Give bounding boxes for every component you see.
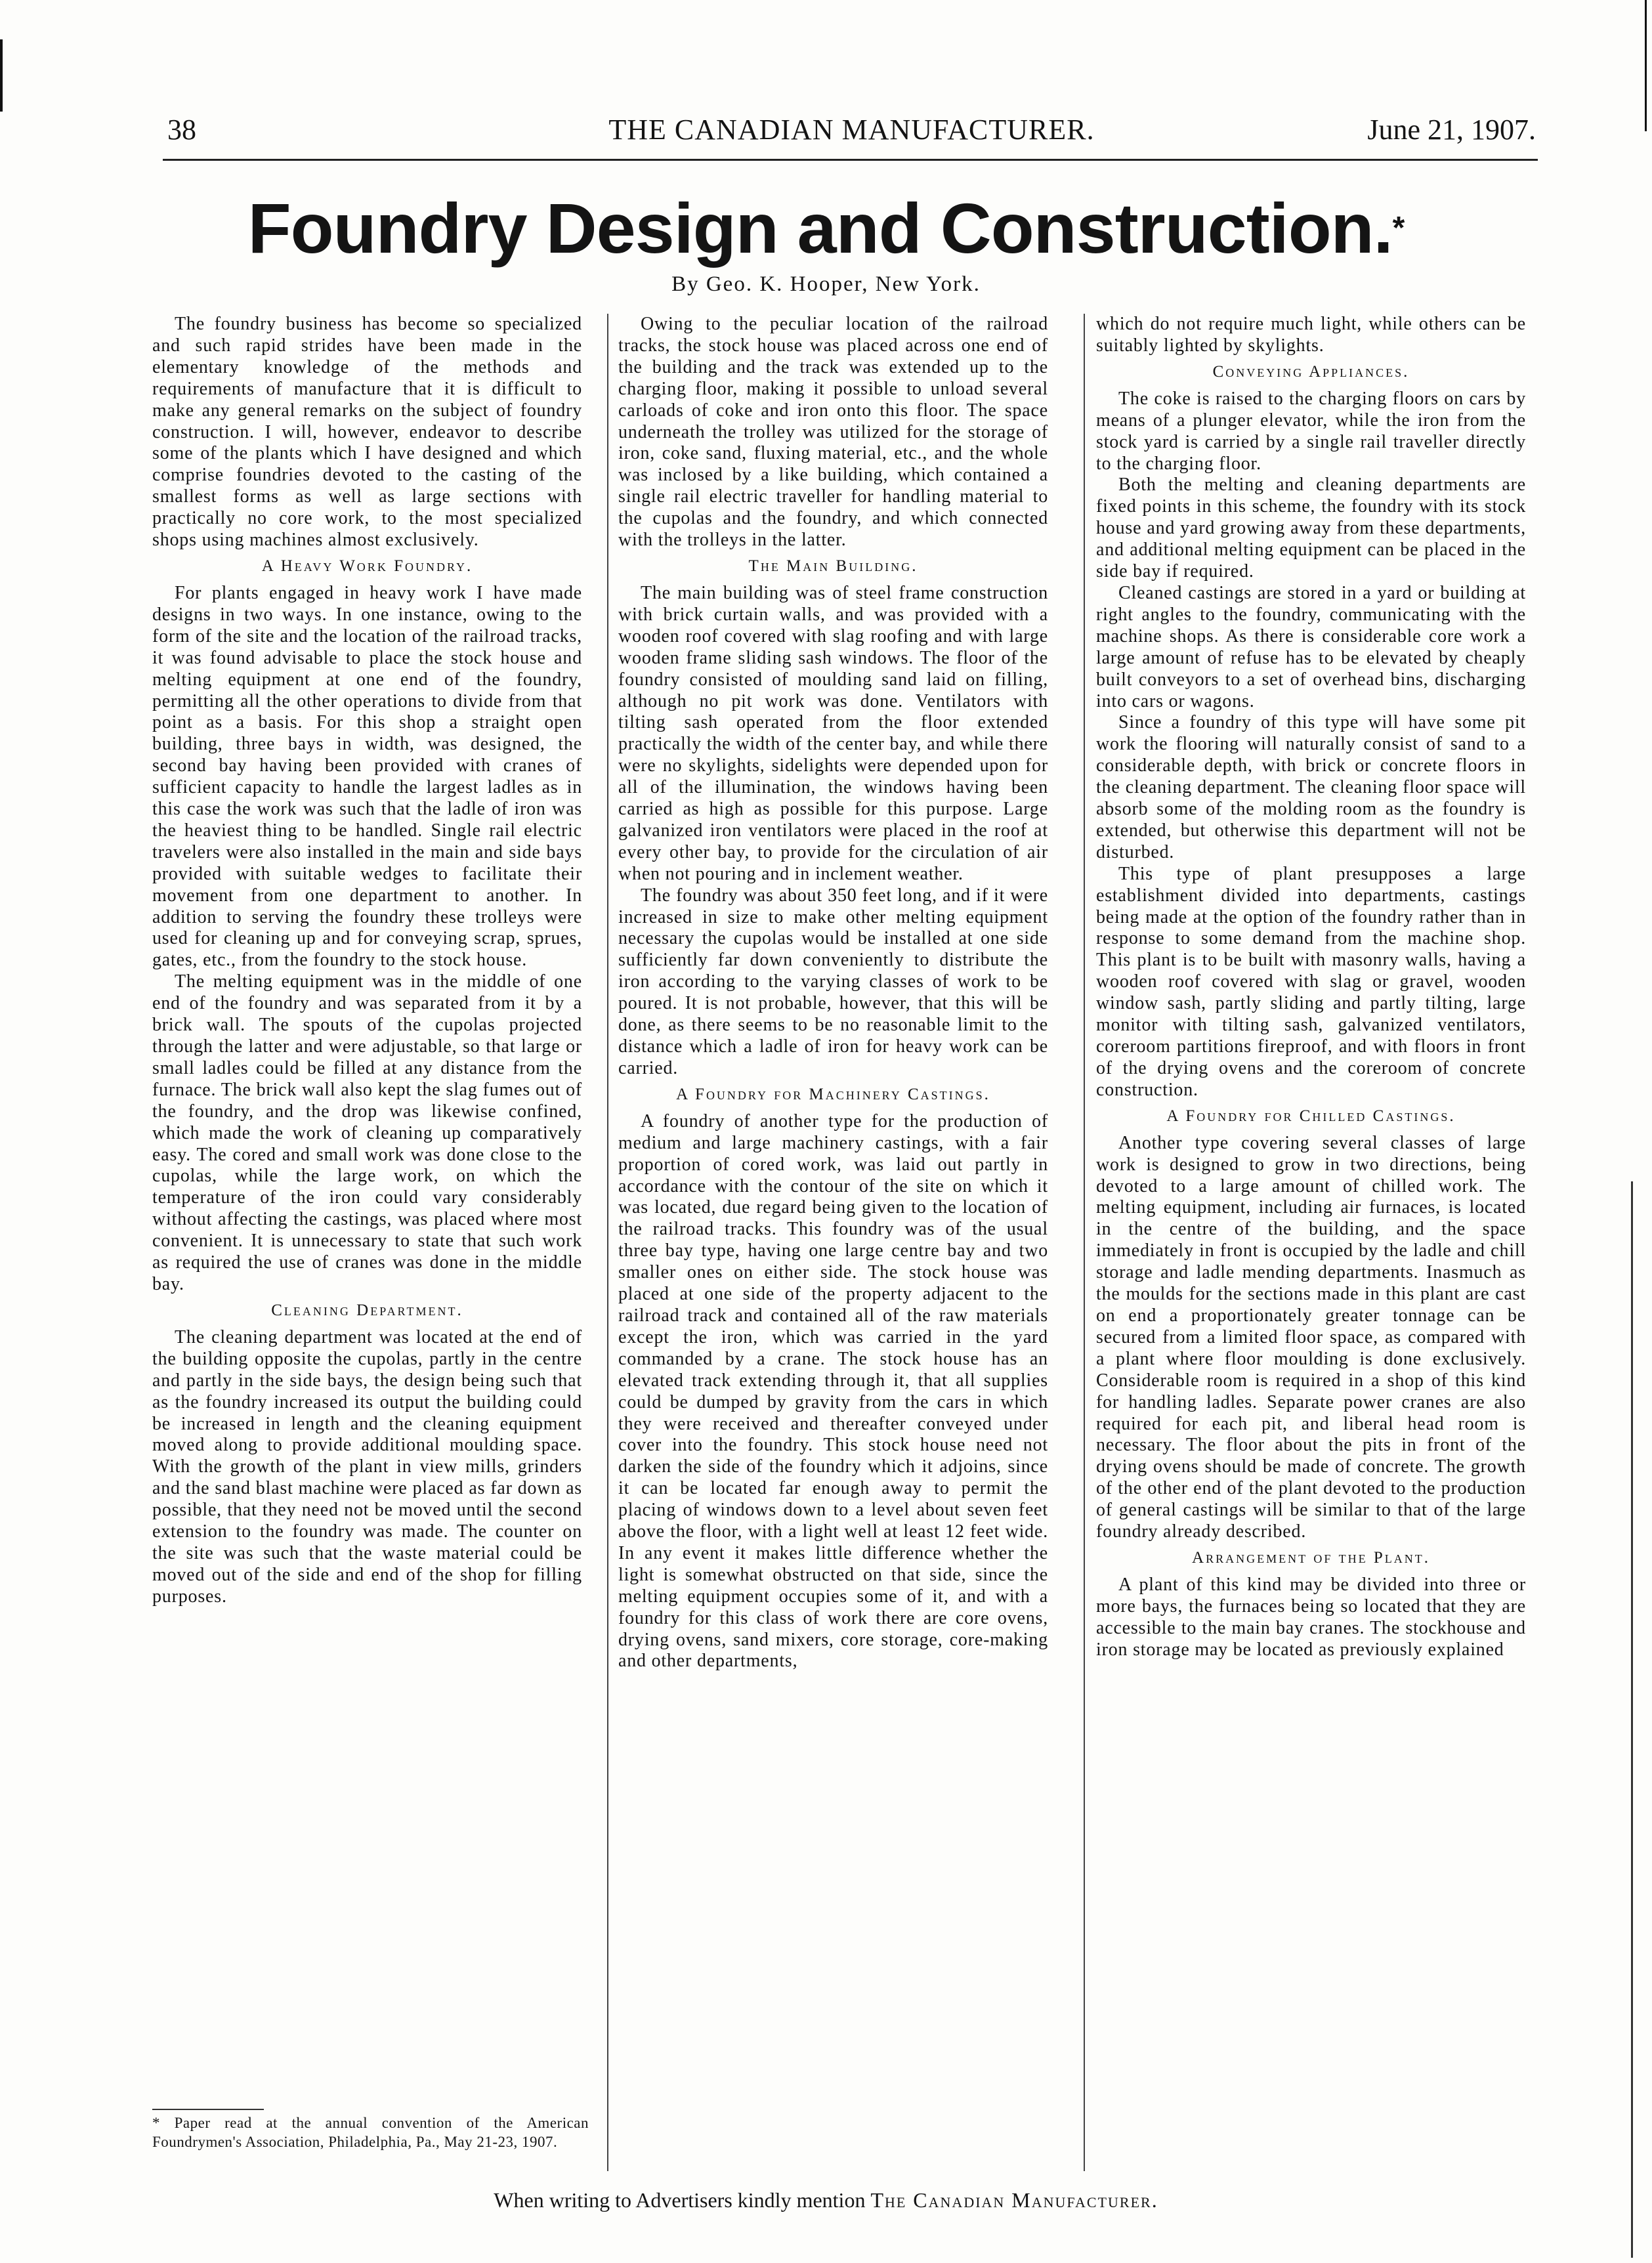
paragraph: The main building was of steel frame construction with brick curtain walls, and was provided with a wooden roof covered with slag roofing and with large wooden frame sliding sash windows. The floor of the foundry consisted of moulding sand laid on filling, although no pit work was done. Ventilators with tilting sash operated from the floor extended practically the width of the center bay, and while there were no skylights, sidelights were depended upon for all of the illumination, the windows having been carried as high as possible for this purpose. Large galvanized iron ventilators were placed in the roof at every other bay, to provide for the circulation of air when not pouring and in inclement weather. [618, 582, 1048, 884]
text-column-3 [1096, 314, 1526, 2119]
text-column-1 [152, 314, 582, 2119]
section-heading: A Heavy Work Foundry. [261, 557, 473, 575]
footnote-marker: * [1392, 211, 1405, 245]
article-title [0, 182, 1652, 274]
page-number: 38 [167, 114, 196, 146]
running-header [167, 110, 1536, 150]
paragraph: Cleaned castings are stored in a yard or building at right angles to the foundry, communicating with the machine shops. As there is considerable core work a large amount of refuse has to be elevated by cheaply built conveyors to a set of overhead bins, discharging into cars or wagons. [1096, 582, 1526, 711]
issue-date: June 21, 1907. [1367, 114, 1536, 146]
section-heading: A Foundry for Chilled Castings. [1166, 1107, 1456, 1125]
paragraph: For plants engaged in heavy work I have made designs in two ways. In one instance, owing to the form of the site and the location of the railroad tracks, it was found advisable to place the stock house and melting equipment at one end of the foundry, permitting all the other operations to divide from that point as a basis. For this shop a straight open building, three bays in width, was designed, the second bay having been provided with cranes of sufficient capacity to handle the largest ladles as in this case the work was such that the ladle of iron was the heaviest thing to be handled. Single rail electric travelers were also installed in the main and side bays provided with suitable wedges to facilitate their movement from one department to another. In addition to serving the foundry these trolleys were used for cleaning up and for conveying scrap, sprues, gates, etc., from the foundry to the stock house. [152, 582, 582, 971]
paragraph: This type of plant presupposes a large establishment divided into departments, castings being made at the option of the foundry rather than in response to some demand from the machine shop. This plant is to be built with masonry walls, having a wooden roof covered with slag or gravel, wooden window sash, partly sliding and partly tilting, large monitor with tilting sash, galvanized ventilators, coreroom partitions fireproof, and with floors in front of the drying ovens and the coreroom of concrete construction. [1096, 863, 1526, 1100]
paragraph: which do not require much light, while others can be suitably lighted by skylights. [1096, 314, 1526, 356]
paragraph: The cleaning department was located at the end of the building opposite the cupolas, partly in the centre and partly in the side bays, the design being such that as the foundry increased its output the building could be increased in length and the cleaning equipment moved along to provide additional moulding space. With the growth of the plant in view mills, grinders and the sand blast machine were placed as far down as possible, that they need not be moved until the second extension to the foundry was made. The counter on the site was such that the waste material could be moved out of the side and end of the shop for filling purposes. [152, 1326, 582, 1607]
advertiser-footer [0, 2186, 1652, 2214]
paragraph: The foundry was about 350 feet long, and if it were increased in size to make other melting equipment necessary the cupolas would be installed at one side sufficiently far down conveniently to distribute the iron according to the varying classes of work to be poured. It is not probable, however, that this will be done, as there seems to be no reasonable limit to the distance which a ladle of iron for heavy work can be carried. [618, 885, 1048, 1078]
paragraph: Another type covering several classes of large work is designed to grow in two directions, being devoted to a large amount of chilled work. The melting equipment, including air furnaces, is located in the centre of the building, and the space immediately in front is occupied by the ladle and chill storage and ladle mending departments. Inasmuch as the moulds for the sections made in this plant are cast on end a proportionately greater tonnage can be secured from a limited floor space, as compared with a plant where floor moulding is done exclusively. Considerable room is required in a shop of this kind for handling ladles. Separate power cranes are also required for each pit, and liberal head room is necessary. The floor about the pits in front of the drying ovens should be made of concrete. The growth of the other end of the plant devoted to the production of general castings will be similar to that of the large foundry already described. [1096, 1132, 1526, 1542]
footer-text: When writing to Advertisers kindly mention [494, 2188, 866, 2212]
section-heading: The Main Building. [748, 557, 918, 575]
journal-title: THE CANADIAN MANUFACTURER. [608, 114, 1095, 146]
paragraph: A foundry of another type for the production of medium and large machinery castings, with a fair proportion of cored work, was laid out partly in accordance with the contour of the site on which it was located, due regard being given to the location of the railroad tracks. This foundry was of the usual three bay type, having one large centre bay and two smaller ones on either side. The stock house was placed at one side of the property adjacent to the railroad track and contained all of the raw materials except the iron, which was carried in the yard commanded by a crane. The stock house has an elevated track extending through it, that all supplies could be dumped by gravity from the cars in which they were received and thereafter conveyed under cover into the foundry. This stock house need not darken the side of the foundry which it adjoins, since it can be located far enough away to permit the placing of windows down to a level about seven feet above the floor, with a light well at least 12 feet wide. In any event it makes little difference whether the light is somewhat obstructed on that side, since the melting equipment occupies some of it, and with a foundry for this class of work there are core ovens, drying ovens, sand mixers, core storage, core-making and other departments, [618, 1110, 1048, 1672]
section-heading: Cleaning Department. [271, 1301, 463, 1319]
section-heading: Conveying Appliances. [1212, 362, 1410, 381]
byline: By Geo. K. Hooper, New York. [671, 272, 981, 296]
footnote-rule [152, 2109, 264, 2110]
paragraph: The foundry business has become so specialized and such rapid strides have been made in the elementary knowledge of the methods and requirements of manufacture that it is difficult to make any general remarks on the subject of foundry construction. I will, however, endeavor to describe some of the plants which I have designed and which comprise foundries devoted to the casting of the smallest forms as well as large sections with practically no core work, to the most specialized shops using machines almost exclusively. [152, 314, 582, 551]
paragraph: Owing to the peculiar location of the railroad tracks, the stock house was placed across one end of the building and the track was extended up to the charging floor, making it possible to unload several carloads of coke and iron onto this floor. The space underneath the trolley was utilized for the storage of iron, coke sand, fluxing material, etc., and the whole was inclosed by a like building, which contained a single rail electric traveller for handling material to the cupolas and the foundry, and which connected with the trolleys in the latter. [618, 314, 1048, 551]
header-rule [163, 159, 1538, 161]
paragraph: A plant of this kind may be divided into three or more bays, the furnaces being so located that they are accessible to the main bay cranes. The stockhouse and iron storage may be located as previously explained [1096, 1574, 1526, 1660]
paragraph: The melting equipment was in the middle of one end of the foundry and was separated from it by a brick wall. The spouts of the cupolas projected through the latter and were adjustable, so that large or small ladles could be filled at any distance from the furnace. The brick wall also kept the slag fumes out of the foundry, and the drop was likewise confined, which made the work of cleaning up comparatively easy. The cored and small work was done close to the cupolas, while the large work, on which the temperature of the iron could vary considerably without affecting the castings, was placed where most convenient. It is unnecessary to state that such work as required the use of cranes was done in the middle bay. [152, 971, 582, 1294]
section-heading: A Foundry for Machinery Castings. [676, 1085, 990, 1103]
footnote: * Paper read at the annual convention of the American Foundrymen's Association, Philadelphia, Pa., May 21-23, 1907. [152, 2115, 589, 2150]
section-heading: Arrangement of the Plant. [1192, 1548, 1430, 1567]
paragraph: The coke is raised to the charging floors on cars by means of a plunger elevator, while the iron from the stock yard is carried by a single rail traveller directly to the charging floor. [1096, 388, 1526, 474]
scan-edge-mark [1645, 0, 1647, 131]
text-column-2 [618, 314, 1048, 2119]
article-title-text: Foundry Design and Construction. [247, 188, 1393, 268]
paragraph: Both the melting and cleaning departments are fixed points in this scheme, the foundry with its stock house and yard growing away from these departments, and additional melting equipment can be placed in the side bay if required. [1096, 475, 1526, 582]
column-rule [1084, 314, 1085, 2171]
scan-edge-mark [0, 39, 3, 112]
scan-edge-mark [1631, 1181, 1633, 2258]
footer-brand: The Canadian Manufacturer. [870, 2188, 1158, 2212]
column-rule [607, 314, 608, 2171]
paragraph: Since a foundry of this type will have some pit work the flooring will naturally consist of sand to a considerable depth, with brick or concrete floors in the cleaning department. The cleaning floor space will absorb some of the molding room as the foundry is extended, but otherwise this department will not be disturbed. [1096, 712, 1526, 862]
